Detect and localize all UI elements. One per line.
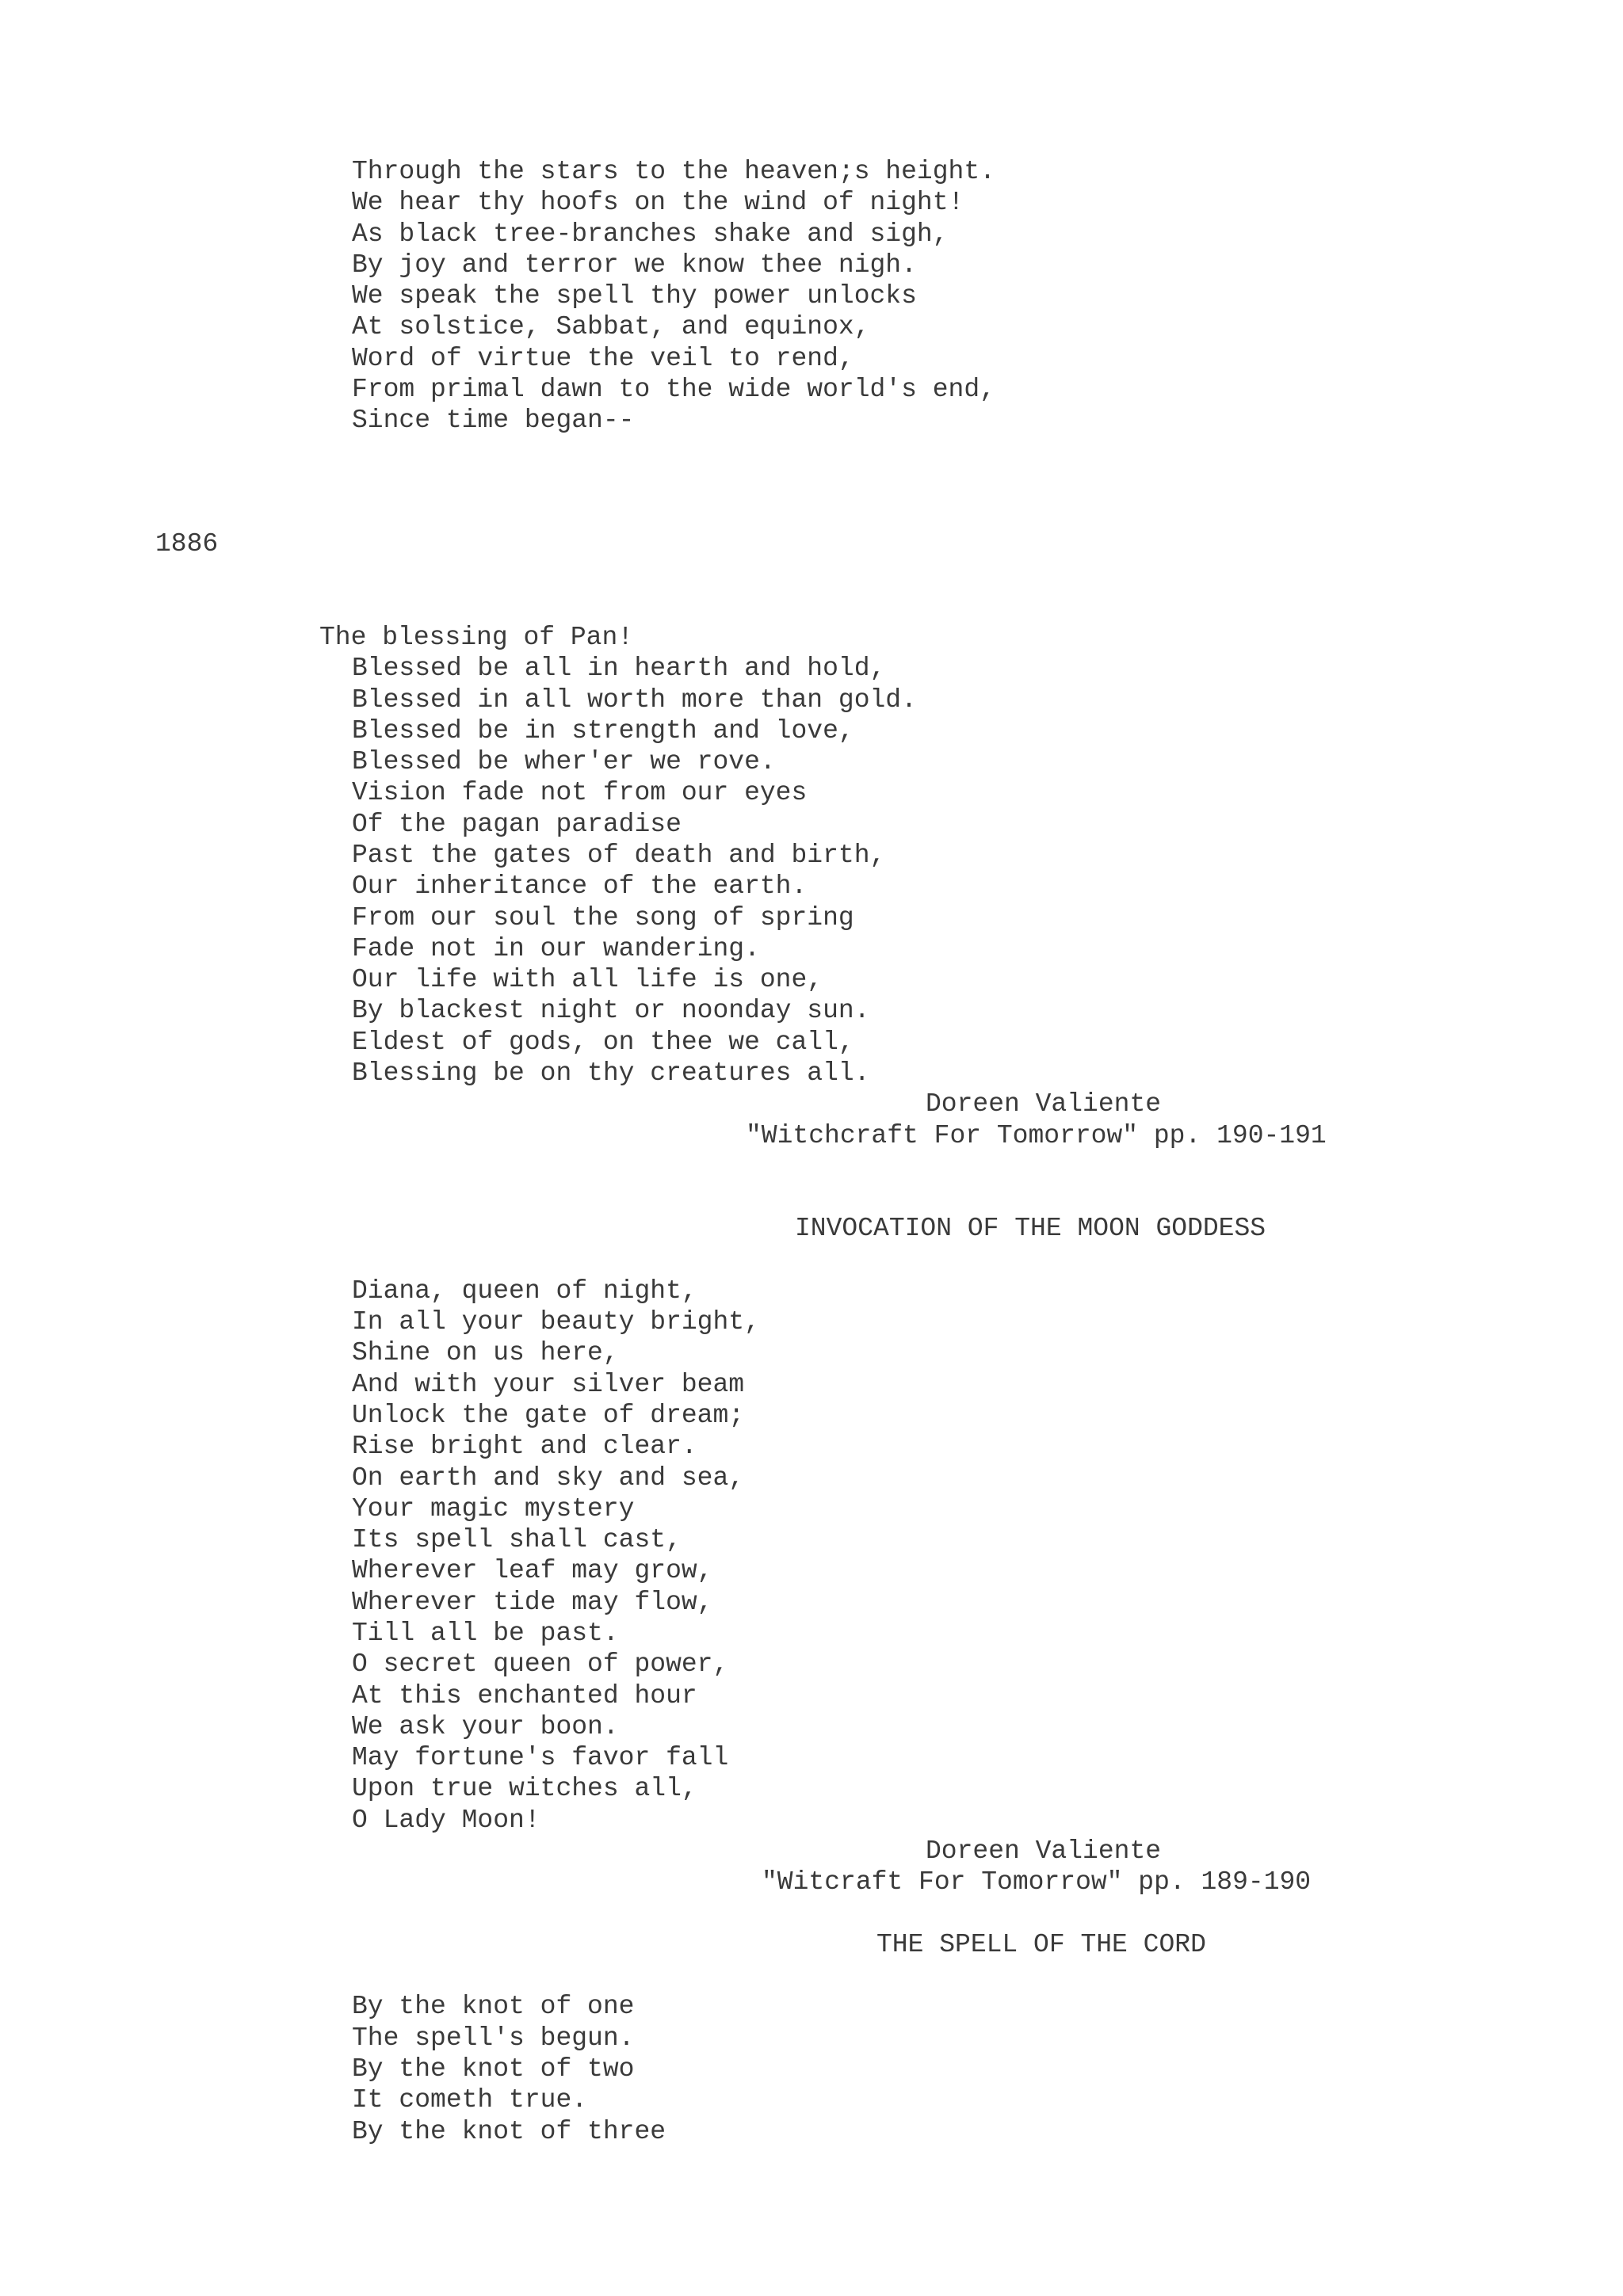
verse-line: Since time began-- [352,406,635,435]
verse-line: Our life with all life is one, [352,965,823,994]
verse-line: Your magic mystery [352,1494,635,1524]
verse-line: May fortune's favor fall [352,1743,729,1772]
verse-line: On earth and sky and sea, [352,1463,745,1493]
verse-line: Blessed be all in hearth and hold, [352,654,886,683]
verse-line: By the knot of three [352,2117,666,2146]
verse-line: We speak the spell thy power unlocks [352,281,917,311]
verse-line: Fade not in our wandering. [352,934,760,963]
verse-line: By joy and terror we know thee nigh. [352,250,917,280]
verse-lead-line: The blessing of Pan! [319,623,634,652]
verse-line: In all your beauty bright, [352,1307,760,1337]
verse-line: Our inheritance of the earth. [352,871,808,901]
verse-line: We hear thy hoofs on the wind of night! [352,188,964,217]
verse-line: At this enchanted hour [352,1681,697,1711]
verse-line: As black tree-branches shake and sigh, [352,219,949,249]
attribution-source: "Witcraft For Tomorrow" pp. 189-190 [762,1867,1312,1897]
section-title: INVOCATION OF THE MOON GODDESS [795,1214,1266,1243]
verse-line: Word of virtue the veil to rend, [352,344,854,373]
verse-line: Past the gates of death and birth, [352,841,886,870]
attribution-author: Doreen Valiente [926,1836,1162,1866]
attribution-source: "Witchcraft For Tomorrow" pp. 190-191 [746,1121,1327,1150]
verse-line: Vision fade not from our eyes [352,778,808,807]
section-title: THE SPELL OF THE CORD [876,1930,1206,1959]
verse-line: From our soul the song of spring [352,903,854,933]
verse-line: Diana, queen of night, [352,1276,697,1306]
verse-line: Rise bright and clear. [352,1432,697,1461]
verse-line: The spell's begun. [352,2023,635,2053]
verse-line: And with your silver beam [352,1370,745,1399]
attribution-author: Doreen Valiente [926,1089,1162,1119]
verse-line: We ask your boon. [352,1712,619,1741]
verse-line: By blackest night or noonday sun. [352,996,870,1025]
verse-line: Wherever leaf may grow, [352,1556,713,1585]
verse-line: It cometh true. [352,2085,588,2115]
verse-line: By the knot of one [352,1992,635,2021]
verse-line: Shine on us here, [352,1338,619,1367]
verse-line: At solstice, Sabbat, and equinox, [352,312,870,341]
verse-line: Blessing be on thy creatures all. [352,1058,870,1088]
verse-line: Blessed be wher'er we rove. [352,747,776,776]
verse-line: By the knot of two [352,2054,635,2084]
verse-line: Blessed be in strength and love, [352,716,854,746]
verse-line: O Lady Moon! [352,1806,540,1835]
verse-line: From primal dawn to the wide world's end, [352,375,995,404]
verse-line: Blessed in all worth more than gold. [352,685,917,715]
verse-line: Of the pagan paradise [352,810,682,839]
verse-line: Till all be past. [352,1619,619,1648]
verse-line: Its spell shall cast, [352,1525,682,1554]
verse-line: O secret queen of power, [352,1650,729,1679]
verse-line: Eldest of gods, on thee we call, [352,1028,854,1057]
verse-line: Wherever tide may flow, [352,1588,713,1617]
verse-line: Unlock the gate of dream; [352,1401,745,1430]
page-number: 1886 [155,529,219,559]
verse-line: Through the stars to the heaven;s height. [352,157,995,186]
verse-line: Upon true witches all, [352,1774,697,1803]
